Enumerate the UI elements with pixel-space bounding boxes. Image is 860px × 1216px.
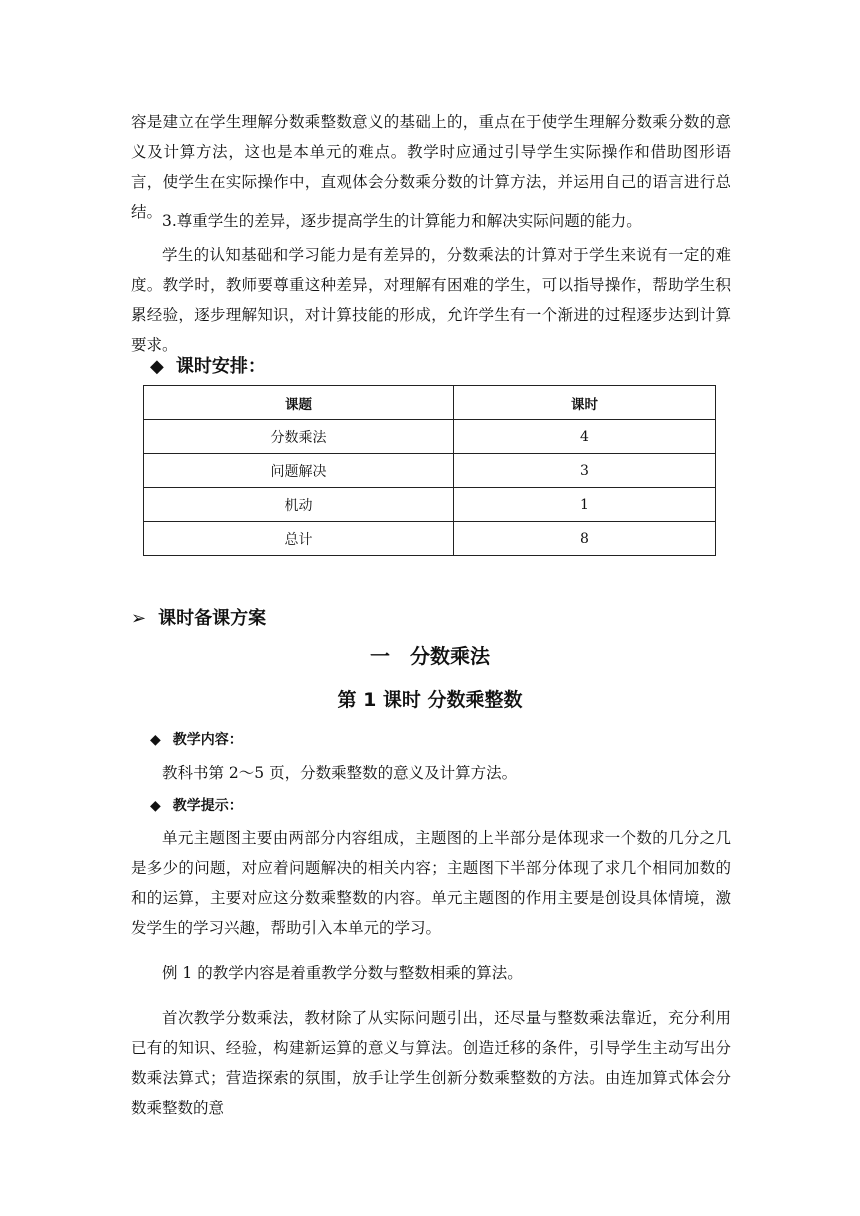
diamond-bullet-icon: ◆ <box>150 732 161 748</box>
diamond-bullet-icon: ◆ <box>150 356 164 377</box>
diamond-bullet-icon: ◆ <box>150 798 161 814</box>
paragraph: 3.尊重学生的差异，逐步提高学生的计算能力和解决实际问题的能力。 <box>162 212 642 230</box>
content-text: 教科书第 2～5 页，分数乘整数的意义及计算方法。 <box>162 764 518 782</box>
table-cell: 3 <box>454 454 716 488</box>
tips-heading <box>150 795 243 815</box>
table-cell: 4 <box>454 420 716 454</box>
table-row <box>144 522 716 556</box>
tips-heading-text: 教学提示： <box>172 798 243 814</box>
arrow-bullet-icon: ➢ <box>131 608 147 629</box>
table-cell: 1 <box>454 488 716 522</box>
plan-heading-text: 课时备课方案 <box>158 608 267 629</box>
plan-heading <box>131 604 266 630</box>
unit-title: 一 分数乘法 <box>370 644 490 668</box>
content-heading-text: 教学内容： <box>172 732 243 748</box>
schedule-heading <box>150 352 266 378</box>
paragraph: 例 1 的教学内容是着重教学分数与整数相乘的算法。 <box>162 964 523 982</box>
table-cell: 问题解决 <box>144 454 454 488</box>
table-cell: 分数乘法 <box>144 420 454 454</box>
header-cell-hours: 课时 <box>454 386 716 420</box>
lesson-title: 第 1 课时 分数乘整数 <box>337 689 523 711</box>
paragraph: 容是建立在学生理解分数乘整数意义的基础上的，重点在于使学生理解分数乘分数的意义及计算方法，这也是本单元的难点。教学时应通过引导学生实际操作和借助图形语言，使学生在实际操作中，直观体会分数乘分数的计算方法，并运用自己的语言进行总结。 <box>131 113 731 221</box>
paragraph: 单元主题图主要由两部分内容组成，主题图的上半部分是体现求一个数的几分之几是多少的问题，对应着问题解决的相关内容；主题图下半部分体现了求几个相同加数的和的运算，主要对应这分数乘整数的内容。单元主题图的作用主要是创设具体情境，激发学生的学习兴趣，帮助引入本单元的学习。 <box>131 829 731 937</box>
table-cell: 8 <box>454 522 716 556</box>
table-row <box>144 454 716 488</box>
paragraph: 学生的认知基础和学习能力是有差异的，分数乘法的计算对于学生来说有一定的难度。教学时，教师要尊重这种差异，对理解有困难的学生，可以指导操作，帮助学生积累经验，逐步理解知识，对计算技能的形成，允许学生有一个渐进的过程逐步达到计算要求。 <box>131 246 731 354</box>
paragraph: 首次教学分数乘法，教材除了从实际问题引出，还尽量与整数乘法靠近，充分利用已有的知识、经验，构建新运算的意义与算法。创造迁移的条件，引导学生主动写出分数乘法算式；营造探索的氛围，放手让学生创新分数乘整数的方法。由连加算式体会分数乘整数的意 <box>131 1009 731 1117</box>
table-row <box>144 420 716 454</box>
table-cell: 总计 <box>144 522 454 556</box>
table-row <box>144 488 716 522</box>
table-cell: 机动 <box>144 488 454 522</box>
header-cell-topic: 课题 <box>144 386 454 420</box>
table-header-row <box>144 386 716 420</box>
schedule-table <box>143 385 716 556</box>
schedule-heading-text: 课时安排： <box>175 356 266 377</box>
content-heading <box>150 729 243 749</box>
